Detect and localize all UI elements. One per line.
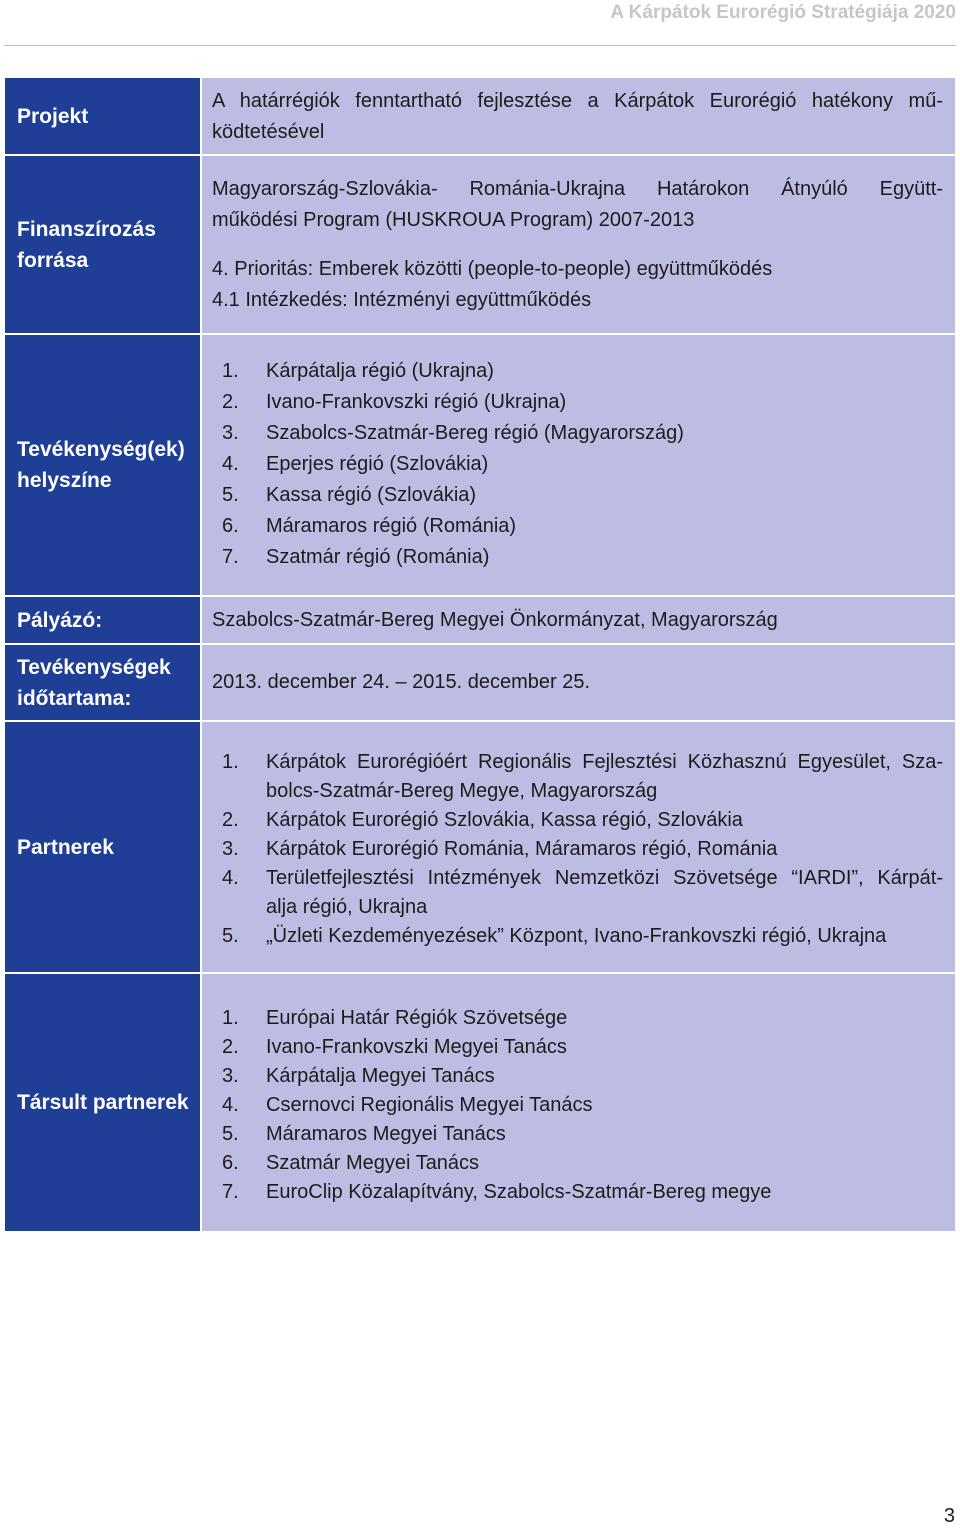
label-projekt: Projekt [5, 78, 200, 154]
row-palyazo [5, 597, 955, 643]
list-item: 2. Ivano-Frankovszki Megyei Tanács [222, 1036, 567, 1058]
header-rule [4, 45, 956, 46]
list-item: 7. EuroClip Közalapítvány, Szabolcs-Szatmár-Bereg megye [222, 1181, 772, 1203]
list-item: 2. Ivano-Frankovszki régió (Ukrajna) [222, 391, 567, 413]
value-projekt [202, 78, 955, 154]
list-item: 4. Területfejlesztési Intézmények Nemzetközi Szövetsége “IARDI”, Kárpát- alja régió, Ukrajna [222, 867, 943, 918]
partnerek-list [212, 748, 943, 951]
list-item: 4. Csernovci Regionális Megyei Tanács [222, 1094, 593, 1116]
list-item: 3. Kárpátok Eurorégió Románia, Máramaros régió, Románia [222, 838, 778, 860]
projekt-line-2: ködtetésével [212, 121, 325, 143]
helyszin-list [212, 356, 943, 573]
label-palyazo: Pályázó: [5, 597, 200, 643]
list-item: 7. Szatmár régió (Románia) [222, 546, 490, 568]
label-helyszin: Tevékenység(ek) helyszíne [5, 335, 200, 595]
list-item: 1. Európai Határ Régiók Szövetsége [222, 1007, 568, 1029]
running-header-title: A Kárpátok Eurorégió Stratégiája 2020 [610, 2, 956, 23]
list-item: 5. Máramaros Megyei Tanács [222, 1123, 506, 1145]
list-item: 3. Kárpátalja Megyei Tanács [222, 1065, 495, 1087]
list-item: 5. Kassa régió (Szlovákia) [222, 484, 477, 506]
row-partnerek [5, 722, 955, 972]
projekt-line-1: A határrégiók fenntartható fejlesztése a Kárpátok Eurorégió hatékony mű- [212, 90, 943, 112]
list-item: 2. Kárpátok Eurorégió Szlovákia, Kassa régió, Szlovákia [222, 809, 743, 831]
list-item: 6. Máramaros régió (Románia) [222, 515, 517, 537]
finanszirozas-line-4: 4.1 Intézkedés: Intézményi együttműködés [212, 289, 592, 311]
label-finanszirozas: Finanszírozás forrása [5, 156, 200, 333]
row-projekt [5, 78, 955, 154]
list-item: 1. Kárpátok Eurorégióért Regionális Fejlesztési Közhasznú Egyesület, Sza- bolcs-Szatmár-Bereg Megye, Magyarország [222, 751, 943, 802]
label-partnerek: Partnerek [5, 722, 200, 972]
page-number: 3 [943, 1505, 955, 1527]
label-tarsult: Társult partnerek [5, 974, 200, 1231]
list-item: 4. Eperjes régió (Szlovákia) [222, 453, 489, 475]
finanszirozas-line-2: működési Program (HUSKROUA Program) 2007-2013 [212, 209, 695, 231]
list-item: 1. Kárpátalja régió (Ukrajna) [222, 360, 494, 382]
list-item: 6. Szatmár Megyei Tanács [222, 1152, 480, 1174]
value-helyszin [202, 335, 955, 595]
list-item: 5. „Üzleti Kezdeményezések” Központ, Ivano-Frankovszki régió, Ukrajna [222, 925, 887, 947]
finanszirozas-line-3: 4. Prioritás: Emberek közötti (people-to-people) együttműködés [212, 258, 773, 280]
idotartam-text: 2013. december 24. – 2015. december 25. [212, 671, 591, 693]
list-item: 3. Szabolcs-Szatmár-Bereg régió (Magyarország) [222, 422, 684, 444]
row-idotartam [5, 645, 955, 720]
label-idotartam: Tevékenységek időtartama: [5, 645, 200, 720]
finanszirozas-line-1: Magyarország-Szlovákia- Románia-Ukrajna Határokon Átnyúló Együtt- [212, 178, 943, 200]
value-palyazo [202, 597, 955, 643]
row-tarsult [5, 974, 955, 1231]
value-finanszirozas [202, 156, 955, 333]
value-partnerek [202, 722, 955, 972]
value-tarsult [202, 974, 955, 1231]
row-helyszin [5, 335, 955, 595]
palyazo-text: Szabolcs-Szatmár-Bereg Megyei Önkormányzat, Magyarország [212, 608, 778, 631]
row-finanszirozas [5, 156, 955, 333]
value-idotartam [202, 645, 955, 720]
tarsult-list [212, 1004, 943, 1207]
